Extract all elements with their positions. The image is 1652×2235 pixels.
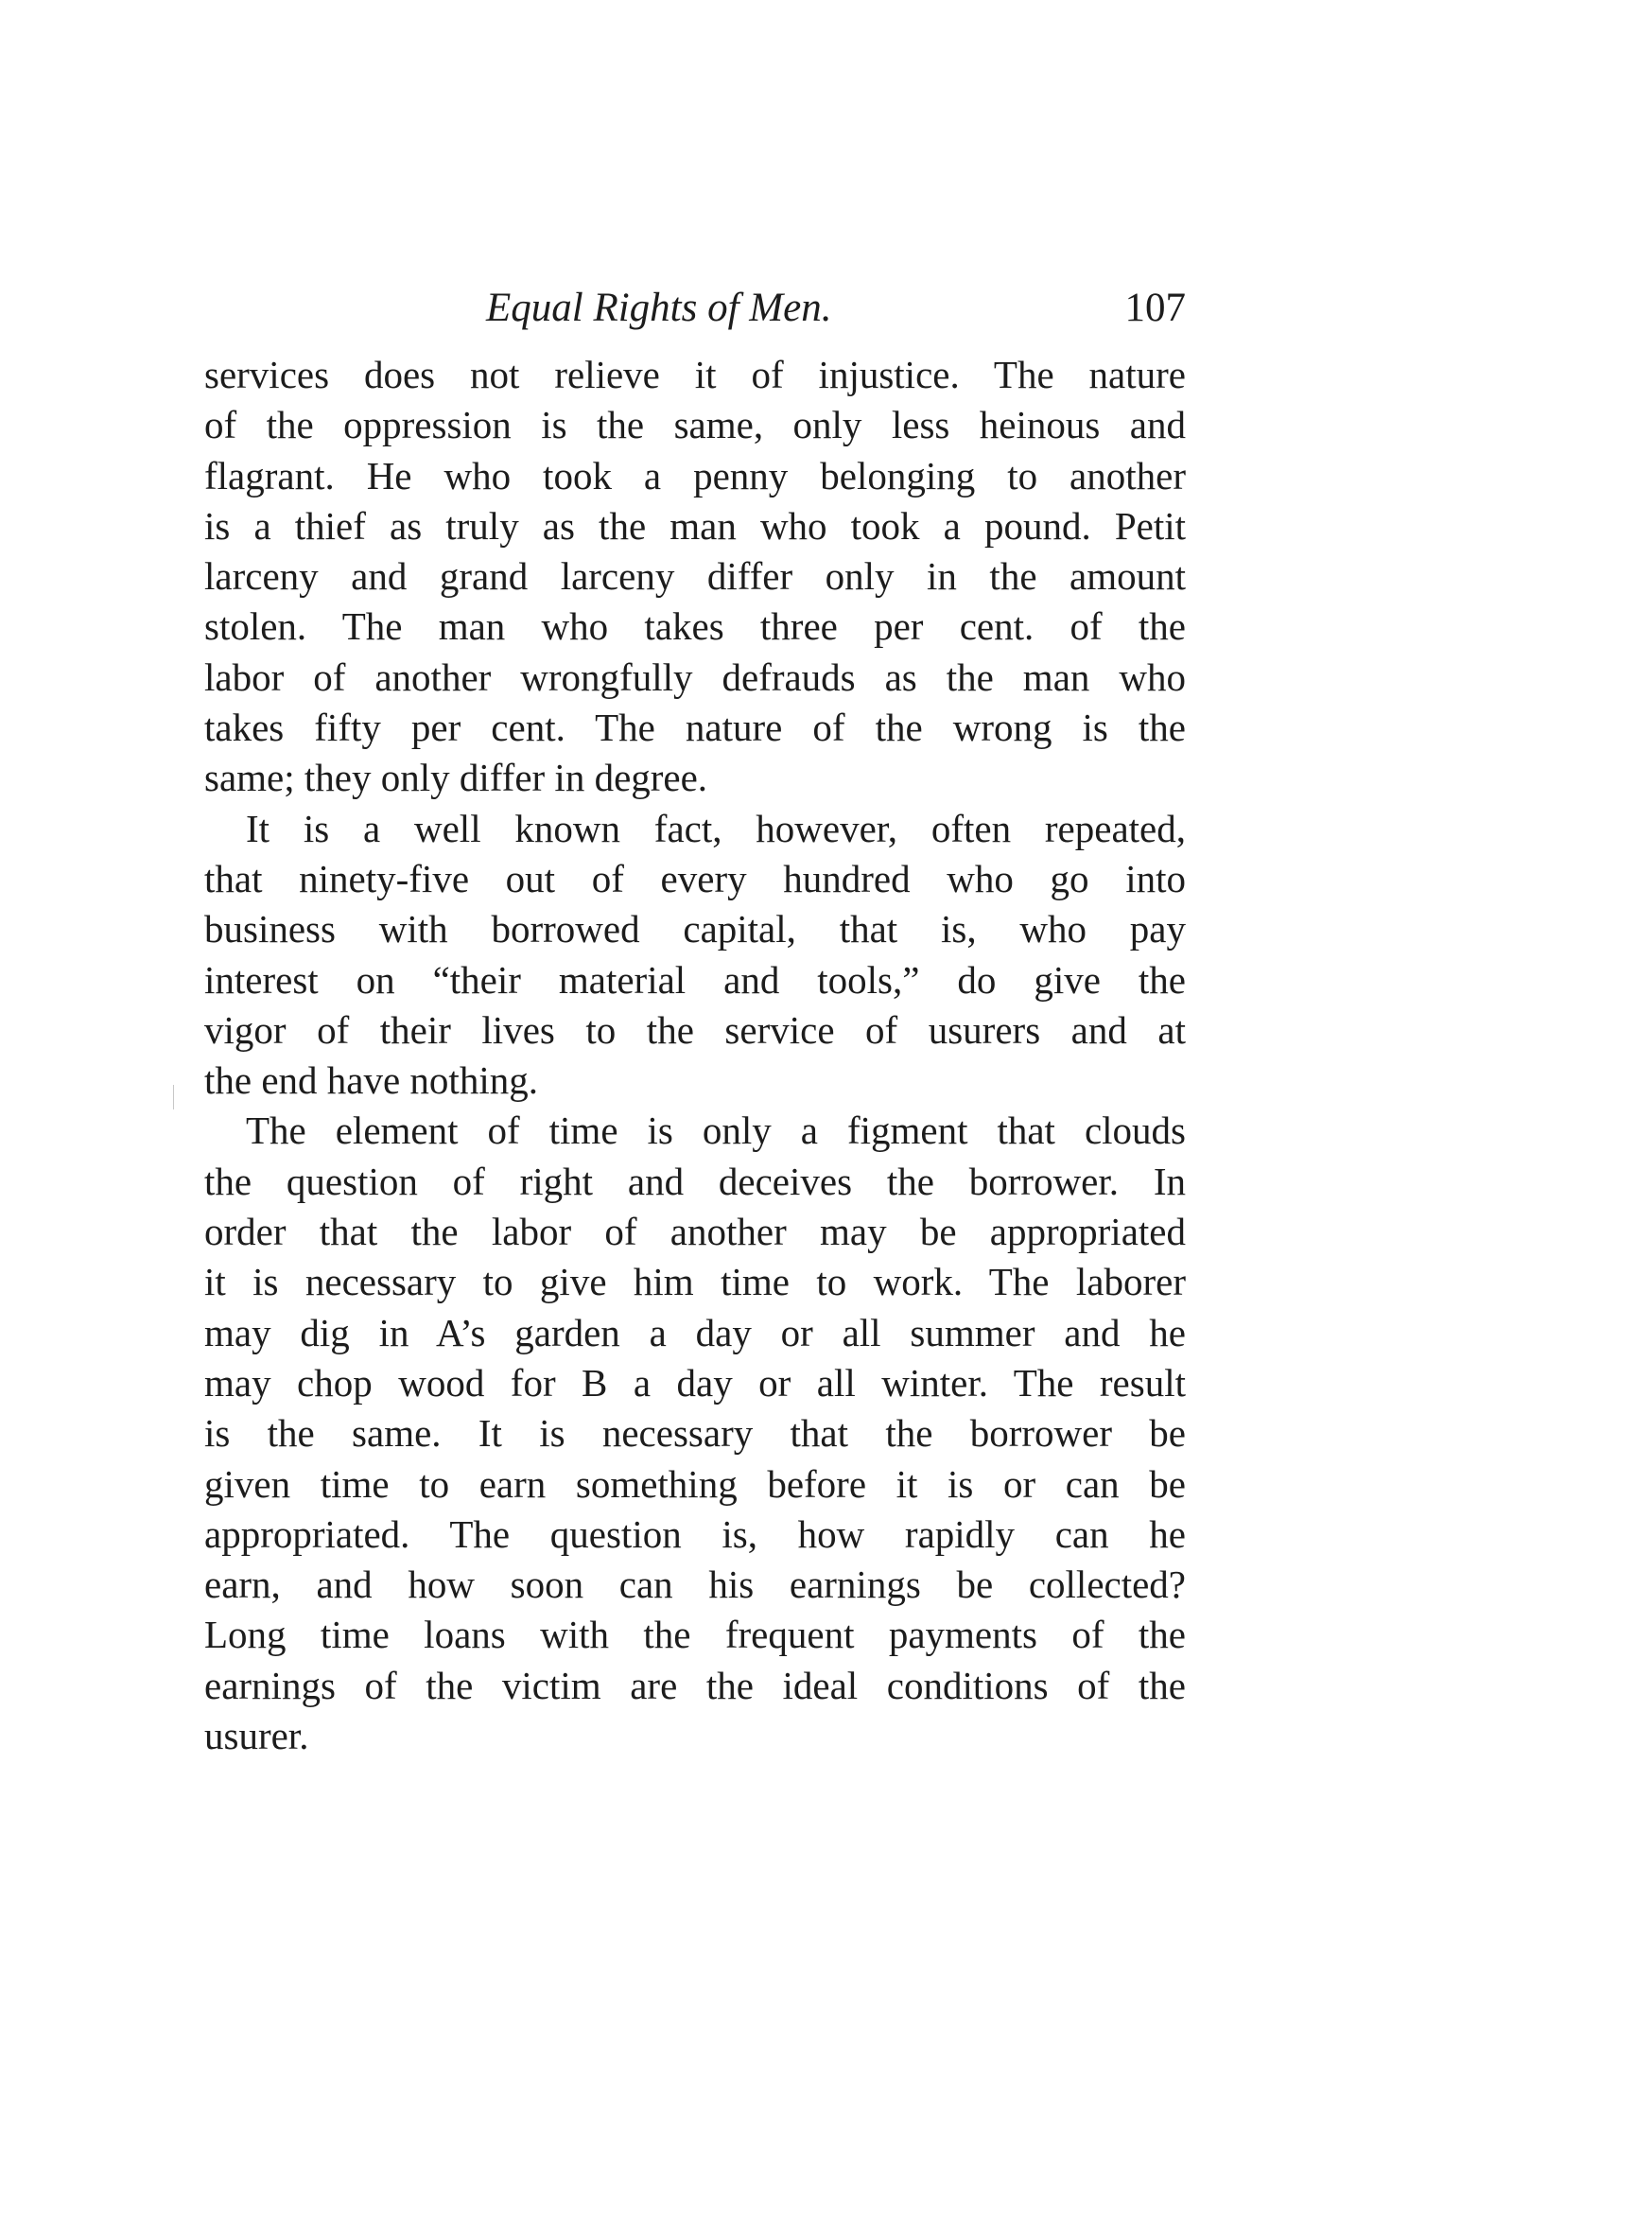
- page-header: [204, 280, 1186, 337]
- text-line: given time to earn something before it is or can be: [204, 1461, 1186, 1506]
- text-line: services does not relieve it of injustice. The nature: [204, 353, 1186, 396]
- text-line: earnings of the victim are the ideal conditions of the: [204, 1663, 1186, 1707]
- text-line: usurer.: [204, 1714, 309, 1758]
- body-text: [204, 350, 1186, 1761]
- text-line: appropriated. The question is, how rapidly can he: [204, 1511, 1186, 1556]
- text-line: is the same. It is necessary that the borrower be: [204, 1411, 1186, 1456]
- paragraph: [204, 1106, 1186, 1761]
- text-line: of the oppression is the same, only less heinous and: [204, 403, 1186, 447]
- text-line: it is necessary to give him time to work. The laborer: [204, 1260, 1186, 1304]
- text-line: The element of time is only a figment that clouds: [246, 1109, 1186, 1153]
- running-title: Equal Rights of Men.: [486, 286, 832, 330]
- text-line: Long time loans with the frequent payments of the: [204, 1613, 1186, 1657]
- text-line: may chop wood for B a day or all winter. The result: [204, 1360, 1186, 1405]
- text-line: that ninety-five out of every hundred who go into: [204, 856, 1186, 900]
- text-line: larceny and grand larceny differ only in the amount: [204, 554, 1186, 599]
- text-line: is a thief as truly as the man who took a pound. Petit: [204, 503, 1186, 548]
- paragraph: [204, 350, 1186, 804]
- text-line: earn, and how soon can his earnings be collected?: [204, 1563, 1186, 1607]
- text-line: interest on “their material and tools,” do give the: [204, 957, 1186, 1002]
- text-line: the end have nothing.: [204, 1058, 538, 1103]
- text-line: flagrant. He who took a penny belonging to another: [204, 453, 1186, 498]
- text-line: the question of right and deceives the borrower. In: [204, 1159, 1186, 1203]
- text-line: same; they only differ in degree.: [204, 756, 708, 800]
- page-number: 107: [1124, 286, 1186, 330]
- text-line: vigor of their lives to the service of usurers and at: [204, 1007, 1186, 1052]
- text-line: takes fifty per cent. The nature of the wrong is the: [204, 706, 1186, 750]
- text-line: order that the labor of another may be appropriated: [204, 1210, 1186, 1254]
- text-line: business with borrowed capital, that is, who pay: [204, 907, 1186, 952]
- scan-mark: [173, 1085, 174, 1109]
- text-line: labor of another wrongfully defrauds as the man who: [204, 655, 1186, 699]
- text-line: stolen. The man who takes three per cent. of the: [204, 604, 1186, 649]
- text-line: It is a well known fact, however, often repeated,: [246, 806, 1186, 850]
- paragraph: [204, 804, 1186, 1107]
- text-line: may dig in A’s garden a day or all summer and he: [204, 1310, 1186, 1354]
